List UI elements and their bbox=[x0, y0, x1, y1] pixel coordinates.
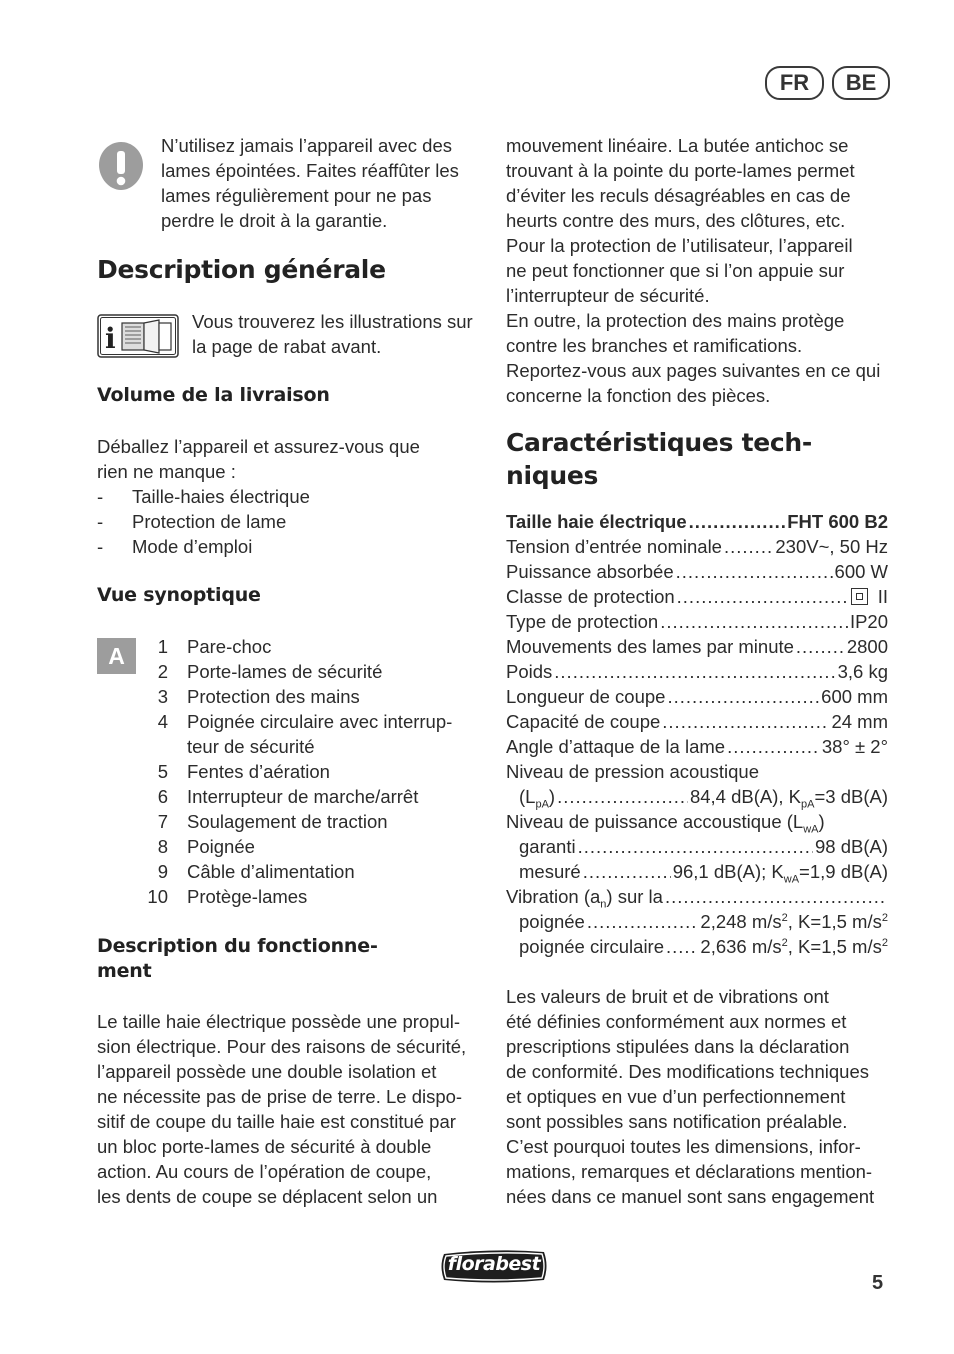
spec-row-poignee-circulaire: poignée circulaire ..... 2,636 $m/s^2$, K=1,5 $m/s^2$ bbox=[506, 934, 888, 959]
spec-row: Tension d’entrée nominale ..... 230V~, 50 Hz bbox=[506, 534, 888, 559]
spec-note-text: Les valeurs de bruit et de vibrations ont été définies conformément aux normes et prescriptions stipulées dans la déclaration de conformité. Des modifications techniques et optiques en vue d’un perfectionnement sont possibles sans notification préalable. C’est pourquoi toutes les dimensions, infor- mations, remarques et déclarations mention- nées dans ce manuel sont sans engagement bbox=[506, 986, 875, 1207]
list-item: 8 Poignée bbox=[157, 836, 255, 857]
list-item: 4 Poignée circulaire avec interrup- bbox=[157, 711, 453, 732]
spec-row: Longueur de coupe ..... 600 mm bbox=[506, 684, 888, 709]
figure-badge: A bbox=[97, 638, 136, 674]
florabest-logo: florabest bbox=[438, 1246, 550, 1286]
volume-list: Déballez l’appareil et assurez-vous que rien ne manque : - Taille-haies électrique - Protection de lame - Mode d’emploi bbox=[97, 434, 477, 559]
list-item: - Protection de lame bbox=[97, 511, 287, 532]
spec-row: Puissance absorbée ..... 600 W bbox=[506, 559, 888, 584]
spec-row: Capacité de coupe ..... 24 mm bbox=[506, 709, 888, 734]
spec-row-vibration-label: Vibration $(a_n)$ sur la ..... bbox=[506, 884, 888, 909]
spec-row: Angle d’attaque de la lame ..... 38° ± 2° bbox=[506, 734, 888, 759]
fonction-text-right: mouvement linéaire. La butée antichoc se trouvant à la pointe du porte-lames permet d’éviter les reculs désagréables en cas de heurts contre des murs, des clôtures, etc. Pour la protection de l’utilisateur, l’appareil ne peut fonctionner que si l’on appuie sur l’interrupteur de sécurité. En outre, la protection des mains protège contre les branches et ramifications. Reportez-vous aux pages suivantes en ce qui concerne la fonction des pièces. bbox=[506, 135, 881, 406]
spec-row: Type de protection ..... IP20 bbox=[506, 609, 888, 634]
fonction-text-left: Le taille haie électrique possède une propul- sion électrique. Pour des raisons de sécurité, l’appareil possède une double isolation et ne nécessite pas de prise de terre. Le dispo- sitif de coupe du taille haie est constitué par un bloc porte-lames de sécurité à double action. Au cours de l’opération de coupe, les dents de coupe se déplacent selon un bbox=[97, 1011, 467, 1207]
list-item: 1 Pare-choc bbox=[157, 636, 272, 657]
lang-badge-be: BE bbox=[832, 66, 890, 100]
info-book-icon bbox=[97, 314, 179, 363]
spec-row: Mouvements des lames par minute ..... 2800 bbox=[506, 634, 888, 659]
list-item: - Taille-haies électrique bbox=[97, 486, 310, 507]
warning-text: N’utilisez jamais l’appareil avec des lames épointées. Faites réaffûter les lames régulièrement pour ne pas perdre le droit à la garantie. bbox=[161, 135, 459, 231]
spec-row-model: Taille haie électrique ..... FHT 600 B2 bbox=[506, 509, 888, 534]
spec-row-puissance-label: Niveau de puissance accoustique $(L_{wA})$ bbox=[506, 811, 825, 836]
spec-row: Poids ..... 3,6 kg bbox=[506, 659, 888, 684]
spec-row-pression: $(L_{pA})$ ..... 84,4 dB(A), $K_{pA}=3$ dB(A) bbox=[506, 784, 888, 809]
heading-description-generale: Description générale bbox=[97, 255, 386, 284]
page-number: 5 bbox=[872, 1272, 884, 1294]
list-item: 6 Interrupteur de marche/arrêt bbox=[157, 786, 419, 807]
double-insulation-icon bbox=[851, 588, 868, 605]
svg-text:i: i bbox=[105, 322, 116, 355]
spec-row-poignee: poignée ..... 2,248 $m/s^2$, K=1,5 $m/s^2$ bbox=[506, 909, 888, 934]
list-item: 10 Protège-lames bbox=[147, 886, 308, 907]
spec-row-mesure: mesuré ..... 96,1 dB(A); $K_{wA}=1,9$ dB(A) bbox=[506, 859, 888, 884]
list-item: - Mode d’emploi bbox=[97, 536, 253, 557]
spec-row: Classe de protection ..... II bbox=[506, 584, 888, 609]
list-item: 9 Câble d’alimentation bbox=[157, 861, 355, 882]
spec-table bbox=[506, 509, 888, 959]
heading-vue-synoptique: Vue synoptique bbox=[97, 584, 261, 606]
heading-description-fonctionnement: Description du fonctionne- ment bbox=[97, 935, 378, 982]
info-text: Vous trouverez les illustrations sur la page de rabat avant. bbox=[192, 311, 473, 357]
lang-badge-fr: FR bbox=[765, 66, 824, 100]
list-item: 7 Soulagement de traction bbox=[157, 811, 388, 832]
heading-volume-livraison: Volume de la livraison bbox=[97, 384, 330, 406]
spec-row-garanti: garanti ..... 98 dB(A) bbox=[506, 834, 888, 859]
exclamation-icon bbox=[97, 140, 145, 197]
list-item: 3 Protection des mains bbox=[157, 686, 360, 707]
list-item: teur de sécurité bbox=[187, 736, 315, 757]
heading-caracteristiques: Caractéristiques tech- niques bbox=[506, 428, 812, 490]
list-item: 5 Fentes d’aération bbox=[157, 761, 330, 782]
spec-row-pression-label: Niveau de pression acoustique bbox=[506, 761, 759, 782]
list-item: 2 Porte-lames de sécurité bbox=[157, 661, 383, 682]
parts-list bbox=[146, 634, 476, 909]
